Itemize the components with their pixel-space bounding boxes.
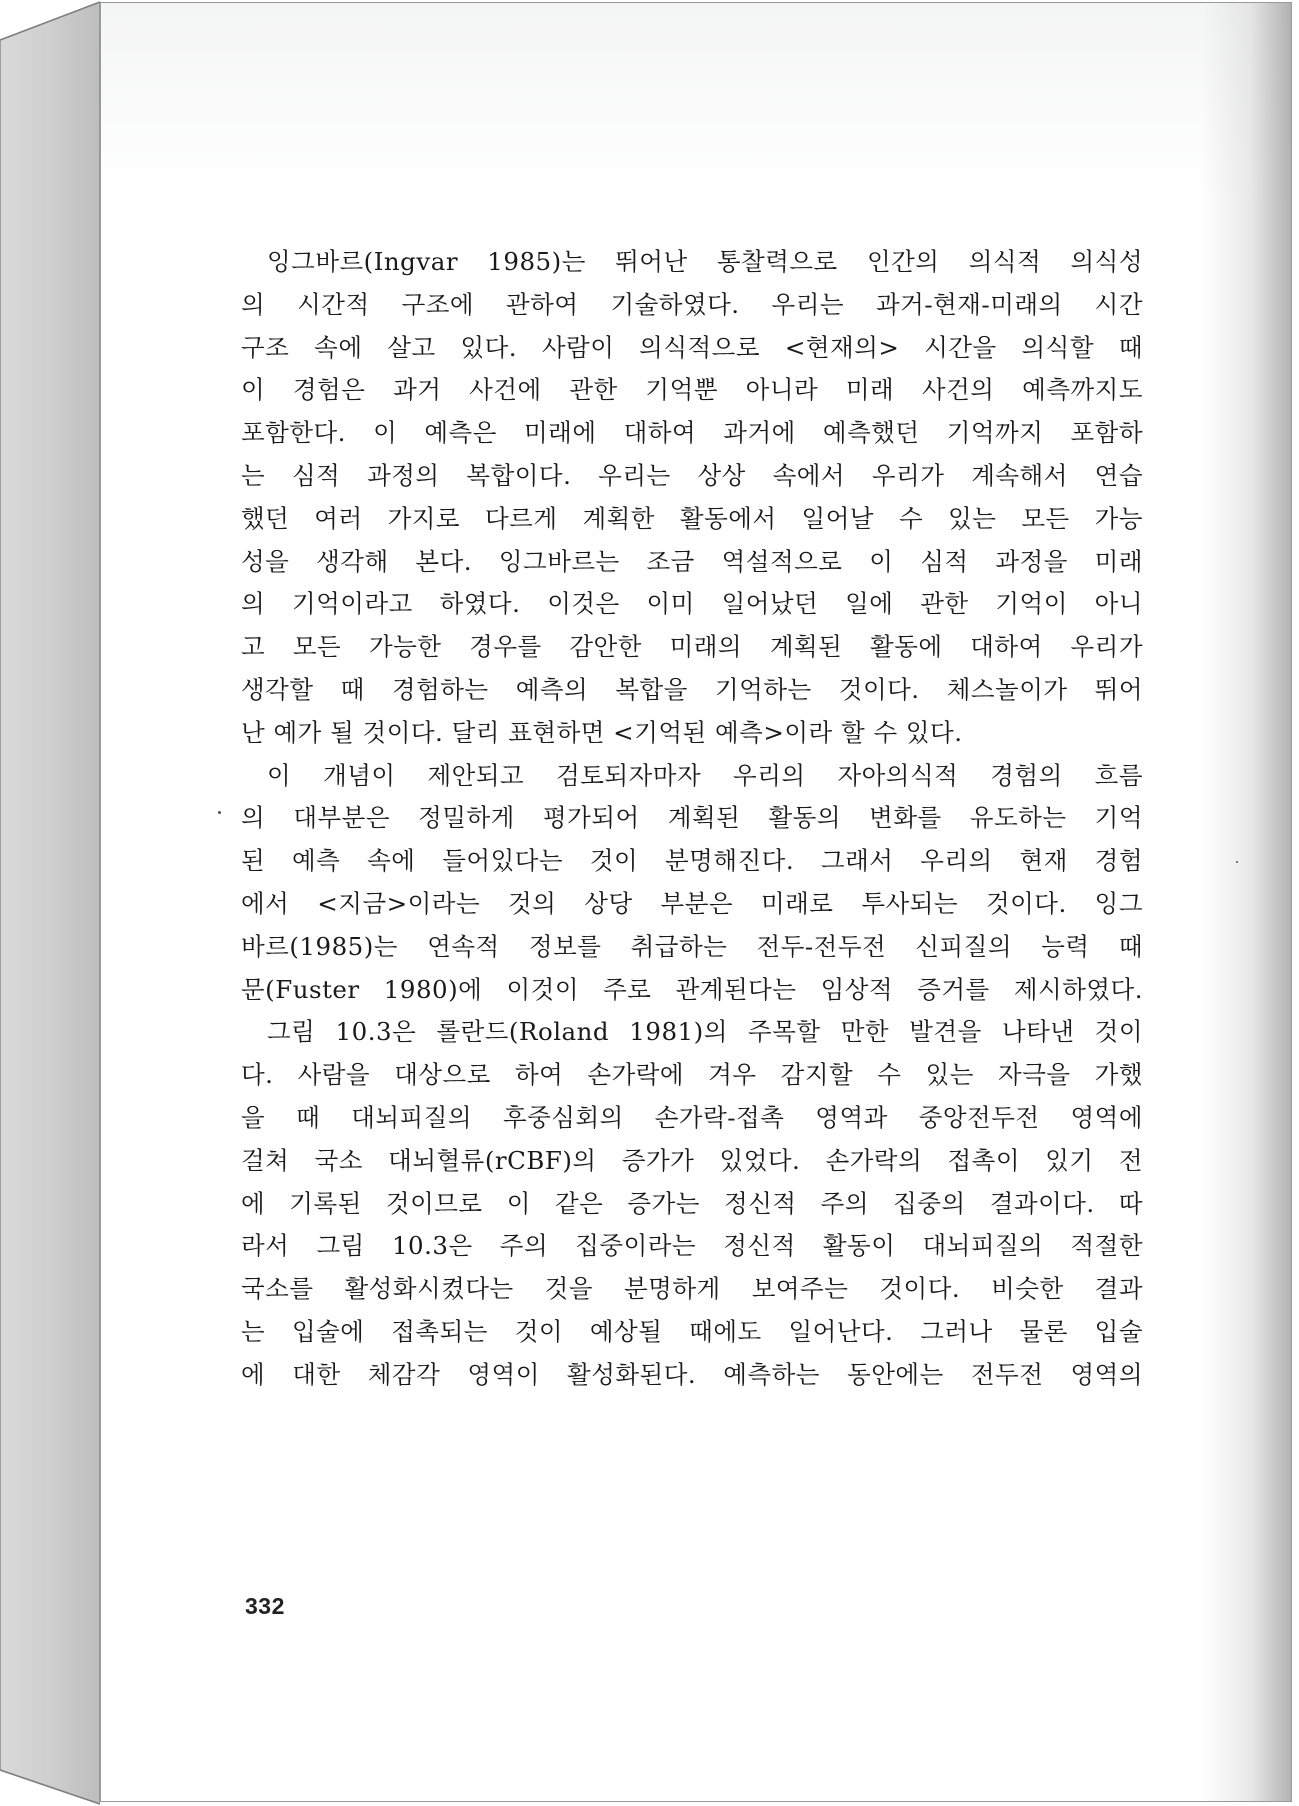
text-line: 이 개념이 제안되고 검토되자마자 우리의 자아의식적 경험의 흐름 [267, 760, 1143, 790]
text-line: 문(Fuster 1980)에 이것이 주로 관계된다는 임상적 증거를 제시하였다. [241, 974, 1143, 1004]
text-line: 난 예가 될 것이다. 달리 표현하면 <기억된 예측>이라 할 수 있다. [241, 717, 963, 747]
text-line: 의 대부분은 정밀하게 평가되어 계획된 활동의 변화를 유도하는 기억 [241, 803, 1143, 833]
text-line: 의 기억이라고 하였다. 이것은 이미 일어났던 일에 관한 기억이 아니 [241, 589, 1143, 619]
text-line: 라서 그림 10.3은 주의 집중이라는 정신적 활동이 대뇌피질의 적절한 [241, 1231, 1143, 1261]
scan-speck [1236, 861, 1238, 863]
text-line: 다. 사람을 대상으로 하여 손가락에 겨우 감지할 수 있는 자극을 가했 [241, 1060, 1143, 1090]
text-line: 에 대한 체감각 영역이 활성화된다. 예측하는 동안에는 전두전 영역의 [241, 1359, 1143, 1389]
text-line: 에서 <지금>이라는 것의 상당 부분은 미래로 투사되는 것이다. 잉그 [241, 888, 1143, 918]
body-text [241, 241, 1143, 1397]
text-line: 된 예측 속에 들어있다는 것이 분명해진다. 그래서 우리의 현재 경험 [241, 846, 1143, 876]
text-line: 고 모든 가능한 경우를 감안한 미래의 계획된 활동에 대하여 우리가 [241, 632, 1143, 662]
text-line: 생각할 때 경험하는 예측의 복합을 기억하는 것이다. 체스놀이가 뛰어 [241, 674, 1143, 704]
text-line: 잉그바르(Ingvar 1985)는 뛰어난 통찰력으로 인간의 의식적 의식성 [267, 247, 1143, 276]
text-line: 포함한다. 이 예측은 미래에 대하여 과거에 예측했던 기억까지 포함하 [241, 418, 1143, 448]
text-line: 구조 속에 살고 있다. 사람이 의식적으로 <현재의> 시간을 의식할 때 [241, 332, 1143, 362]
text-line: 는 입술에 접촉되는 것이 예상될 때에도 일어난다. 그러나 물론 입술 [241, 1316, 1143, 1346]
text-line: 의 시간적 구조에 관하여 기술하였다. 우리는 과거-현재-미래의 시간 [241, 289, 1143, 319]
text-line: 했던 여러 가지로 다르게 계획한 활동에서 일어날 수 있는 모든 가능 [241, 503, 1143, 533]
scan-speck [218, 811, 221, 814]
book-edge [0, 0, 100, 1806]
page-curl-shadow [1201, 3, 1291, 1801]
text-line: 는 심적 과정의 복합이다. 우리는 상상 속에서 우리가 계속해서 연습 [241, 460, 1143, 490]
text-line: 걸쳐 국소 대뇌혈류(rCBF)의 증가가 있었다. 손가락의 접촉이 있기 전 [241, 1145, 1143, 1175]
text-line: 성을 생각해 본다. 잉그바르는 조금 역설적으로 이 심적 과정을 미래 [241, 546, 1143, 576]
text-line: 바르(1985)는 연속적 정보를 취급하는 전두-전두전 신피질의 능력 때 [241, 931, 1143, 961]
book-page [100, 2, 1292, 1802]
text-line: 에 기록된 것이므로 이 같은 증가는 정신적 주의 집중의 결과이다. 따 [241, 1188, 1143, 1218]
page-shading [101, 3, 1291, 203]
text-line: 그림 10.3은 롤란드(Roland 1981)의 주목할 만한 발견을 나타낸 것이 [267, 1017, 1143, 1047]
text-line: 이 경험은 과거 사건에 관한 기억뿐 아니라 미래 사건의 예측까지도 [241, 375, 1143, 405]
page-number: 332 [245, 1593, 285, 1619]
text-line: 을 때 대뇌피질의 후중심회의 손가락-접촉 영역과 중앙전두전 영역에 [241, 1102, 1143, 1132]
text-line: 국소를 활성화시켰다는 것을 분명하게 보여주는 것이다. 비슷한 결과 [241, 1274, 1143, 1304]
